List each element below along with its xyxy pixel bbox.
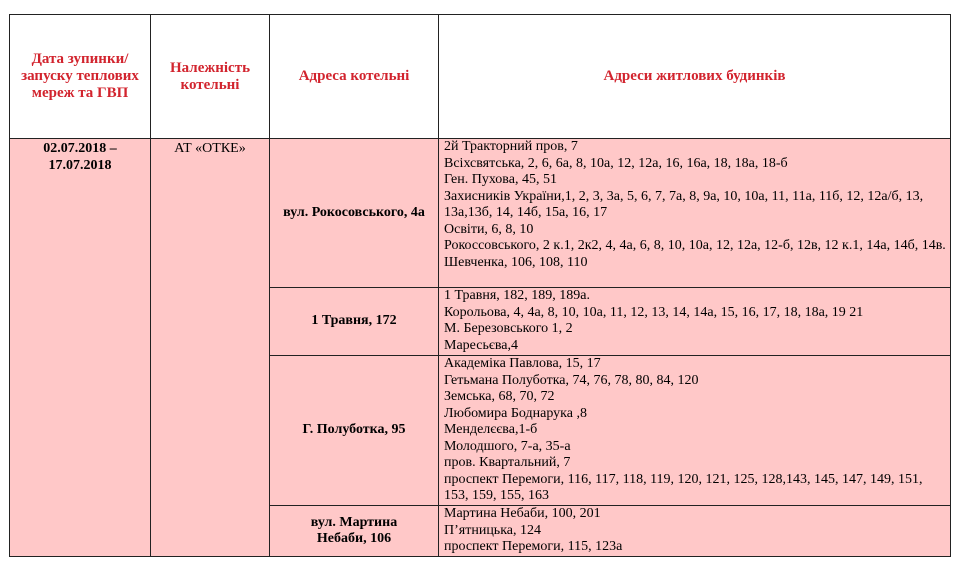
header-boiler-address: Адреса котельні [270,15,439,139]
house-addresses-cell [439,356,951,506]
address-line: Мартина Небаби, 100, 201 [444,506,601,521]
boiler-address-cell: 1 Травня, 172 [270,288,439,356]
address-line: Гетьмана Полуботка, 74, 76, 78, 80, 84, 120 [444,372,699,388]
address-line: Любомира Боднарука ,8 [444,405,587,421]
address-line: Рокоссовського, 2 к.1, 2к2, 4, 4а, 6, 8, 10, 10а, 12, 12а, 12-б, 12в, 12 к.1, 14а, 14б, 14в. [444,238,946,253]
address-line: Корольова, 4, 4а, 8, 10, 10а, 11, 12, 13, 14, 14а, 15, 16, 17, 18, 18а, 19 21 [444,304,864,320]
table-row [10,139,951,288]
address-line: Шевченка, 106, 108, 110 [444,254,588,270]
address-line: Менделєєва,1-б [444,422,538,437]
house-addresses-cell [439,506,951,557]
period-cell [10,139,151,557]
header-row [10,15,951,139]
boiler-address-cell: Г. Полуботка, 95 [270,356,439,506]
owner-cell: АТ «ОТКЕ» [151,139,270,557]
boiler-address-cell: вул. Рокосовського, 4а [270,139,439,288]
header-house-addresses: Адреси житлових будинків [439,15,951,139]
address-line: М. Березовського 1, 2 [444,321,573,336]
shutdown-schedule-table [9,14,951,557]
address-line: Ген. Пухова, 45, 51 [444,172,557,187]
header-date: Дата зупинки/запуску теплових мереж та ГВП [10,15,151,139]
boiler-address-cell: вул. Мартина Небаби, 106 [270,506,439,557]
address-line: 2й Тракторний пров, 7 [444,139,578,154]
address-line: Всіхсвятська, 2, 6, 6а, 8, 10а, 12, 12а, 16, 16а, 18, 18а, 18-б [444,155,788,171]
header-owner: Належність котельні [151,15,270,139]
address-line: П’ятницька, 124 [444,522,541,538]
period-dates: 02.07.2018 – 17.07.2018 [43,141,117,173]
address-line: пров. Квартальний, 7 [444,455,571,470]
address-line: Захисників України,1, 2, 3, 3а, 5, 6, 7, 7а, 8, 9а, 10, 10а, 11, 11а, 11б, 12, 12а/б, 13, 13а,13б, 14, 14б, 15а, 16, 17 [444,188,924,220]
address-line: проспект Перемоги, 115, 123а [444,539,623,554]
address-line: 1 Травня, 182, 189, 189а. [444,288,590,303]
address-line: Маресьєва,4 [444,337,518,353]
address-line: Академіка Павлова, 15, 17 [444,356,601,371]
address-line: Земська, 68, 70, 72 [444,389,555,404]
house-addresses-cell [439,288,951,356]
address-line: проспект Перемоги, 116, 117, 118, 119, 120, 121, 125, 128,143, 145, 147, 149, 151, 153, 159, 155, 163 [444,471,923,503]
house-addresses-cell [439,139,951,288]
address-line: Освіти, 6, 8, 10 [444,221,534,237]
address-line: Молодшого, 7-а, 35-а [444,438,571,454]
